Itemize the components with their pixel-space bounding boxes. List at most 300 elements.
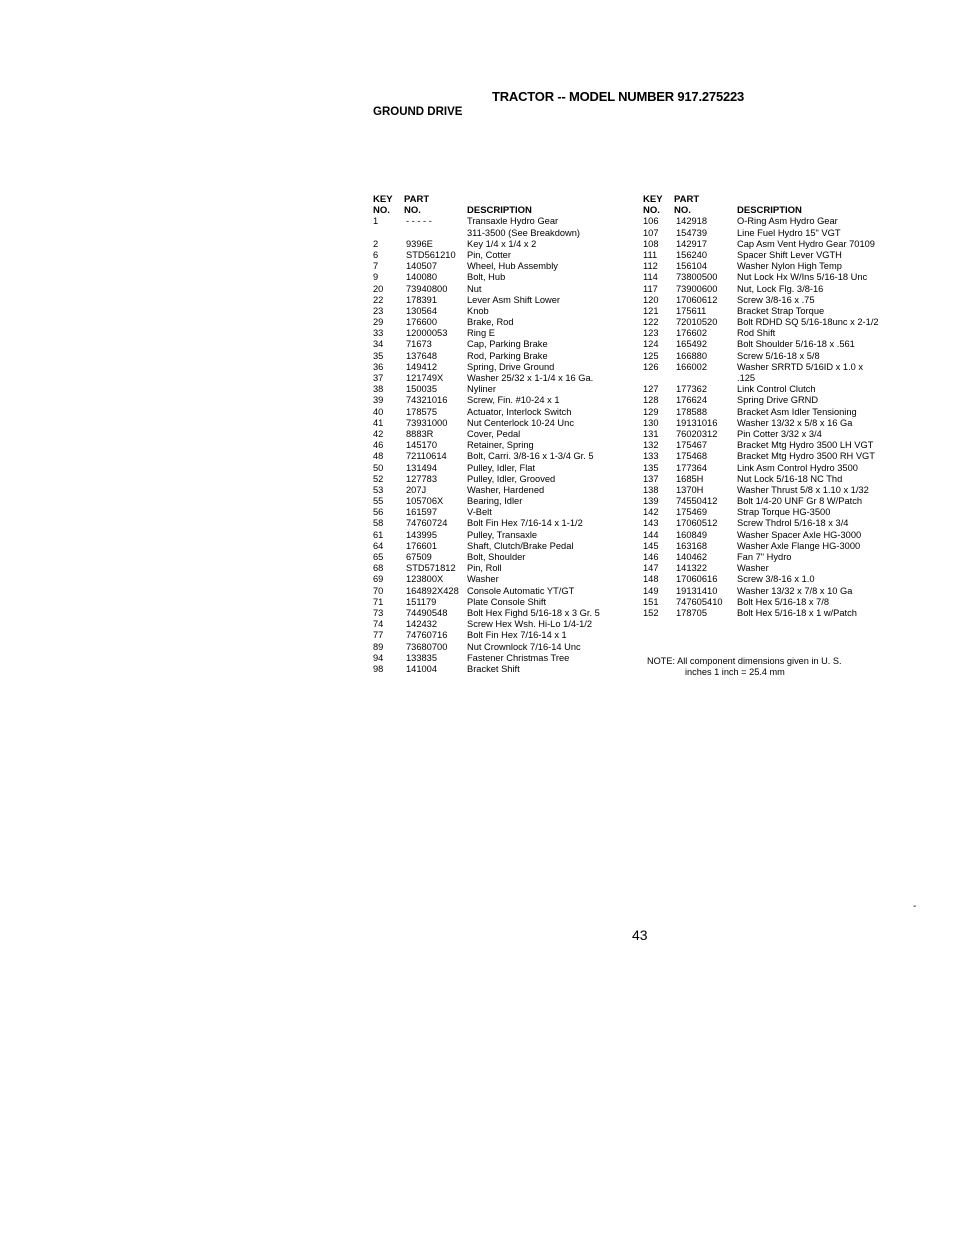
table-row xyxy=(373,395,633,406)
key-no: 135 xyxy=(643,462,659,473)
table-row xyxy=(643,552,903,563)
key-no: 120 xyxy=(643,294,659,305)
part-no: 140507 xyxy=(406,261,438,272)
part-no: 72010520 xyxy=(676,317,718,328)
part-no: 67509 xyxy=(406,552,432,563)
table-row xyxy=(373,597,633,608)
key-no: 74 xyxy=(373,619,384,630)
table-row xyxy=(373,653,633,664)
column-headers xyxy=(643,194,903,216)
table-row xyxy=(643,418,903,429)
key-no: 52 xyxy=(373,473,384,484)
part-description: Rod Shift xyxy=(737,328,776,339)
table-row xyxy=(643,463,903,474)
table-row xyxy=(643,474,903,485)
part-description: Pulley, Idler, Grooved xyxy=(467,473,556,484)
part-no: 176600 xyxy=(406,317,438,328)
part-no: 12000053 xyxy=(406,328,448,339)
part-no: 17060616 xyxy=(676,574,718,585)
key-no: 77 xyxy=(373,630,384,641)
part-description: V-Belt xyxy=(467,507,492,518)
key-no: 112 xyxy=(643,261,658,272)
part-no: 207J xyxy=(406,484,427,495)
key-no: 38 xyxy=(373,384,384,395)
part-no: 142432 xyxy=(406,619,438,630)
part-description: Actuator, Interlock Switch xyxy=(467,406,572,417)
description-header: DESCRIPTION xyxy=(737,205,802,217)
part-no: 160849 xyxy=(676,529,708,540)
part-no: 154739 xyxy=(676,227,708,238)
part-description: Rod, Parking Brake xyxy=(467,350,548,361)
part-description: Bracket Mtg Hydro 3500 LH VGT xyxy=(737,440,874,451)
key-no: 9 xyxy=(373,272,379,283)
part-description: Bolt, Hub xyxy=(467,272,506,283)
part-no: STD561210 xyxy=(406,249,456,260)
section-title: GROUND DRIVE xyxy=(373,106,463,118)
key-no: 129 xyxy=(643,406,659,417)
part-description: Pulley, Idler, Flat xyxy=(467,462,536,473)
part-no: 1685H xyxy=(676,473,704,484)
part-no: 127783 xyxy=(406,473,438,484)
part-no: 166880 xyxy=(676,350,708,361)
table-row xyxy=(373,507,633,518)
part-no: 19131016 xyxy=(676,417,718,428)
table-row xyxy=(643,429,903,440)
table-row xyxy=(643,339,903,350)
part-description: Bolt Shoulder 5/16-18 x .561 xyxy=(737,339,855,350)
part-no: 176601 xyxy=(406,540,438,551)
part-description: Pin, Roll xyxy=(467,563,502,574)
part-description: Cap, Parking Brake xyxy=(467,339,548,350)
key-no: 130 xyxy=(643,417,659,428)
table-row xyxy=(643,362,903,384)
part-no: 74550412 xyxy=(676,496,718,507)
part-description: Spacer Shift Lever VGTH xyxy=(737,249,842,260)
table-row xyxy=(643,228,903,239)
part-description: Nut Crownlock 7/16-14 Unc xyxy=(467,641,581,652)
part-description: Ring E xyxy=(467,328,495,339)
part-description: Plate Console Shift xyxy=(467,596,547,607)
part-description: Link Asm Control Hydro 3500 xyxy=(737,462,858,473)
parts-list-left-body xyxy=(373,216,633,675)
key-no: 37 xyxy=(373,373,384,384)
part-description: Retainer, Spring xyxy=(467,440,534,451)
key-no: 124 xyxy=(643,339,659,350)
part-description: Bolt Hex 5/16-18 x 1 w/Patch xyxy=(737,607,857,618)
table-row xyxy=(373,284,633,295)
part-description: Link Control Clutch xyxy=(737,384,816,395)
part-header-bottom: NO. xyxy=(404,205,421,217)
table-row xyxy=(373,563,633,574)
table-row xyxy=(373,451,633,462)
table-row xyxy=(373,418,633,429)
part-no: 178588 xyxy=(676,406,708,417)
part-no: 141322 xyxy=(676,563,708,574)
table-row xyxy=(373,407,633,418)
key-no: 56 xyxy=(373,507,384,518)
part-description: Bracket Mtg Hydro 3500 RH VGT xyxy=(737,451,875,462)
table-row xyxy=(373,373,633,384)
key-no: 152 xyxy=(643,607,659,618)
part-no: 175611 xyxy=(676,305,707,316)
table-row xyxy=(643,328,903,339)
part-description: Nut xyxy=(467,283,482,294)
part-no: 163168 xyxy=(676,540,708,551)
part-description: Washer 13/32 x 7/8 x 10 Ga xyxy=(737,585,853,596)
table-row xyxy=(373,630,633,641)
part-description: Console Automatic YT/GT xyxy=(467,585,575,596)
part-no: 130564 xyxy=(406,305,438,316)
part-description: Bracket Asm Idler Tensioning xyxy=(737,406,857,417)
key-no: 125 xyxy=(643,350,659,361)
part-description: Washer Axle Flange HG-3000 xyxy=(737,540,861,551)
table-row xyxy=(643,395,903,406)
table-row xyxy=(643,261,903,272)
part-no: 73931000 xyxy=(406,417,448,428)
part-no: 151179 xyxy=(406,596,437,607)
key-no: 34 xyxy=(373,339,384,350)
key-no: 98 xyxy=(373,663,384,674)
part-no: 140080 xyxy=(406,272,438,283)
part-description: Screw 3/8-16 x 1.0 xyxy=(737,574,815,585)
part-no: 175467 xyxy=(676,440,708,451)
table-row xyxy=(643,239,903,250)
table-row xyxy=(373,619,633,630)
column-headers xyxy=(373,194,633,216)
part-no: 133835 xyxy=(406,652,438,663)
part-description: Bolt 1/4-20 UNF Gr 8 W/Patch xyxy=(737,496,863,507)
part-no: 747605410 xyxy=(676,596,723,607)
key-header-top: KEY xyxy=(373,194,393,205)
part-description: Pin Cotter 3/32 x 3/4 xyxy=(737,428,822,439)
part-description: Bolt Hex Fighd 5/16-18 x 3 Gr. 5 xyxy=(467,607,600,618)
table-row xyxy=(373,272,633,283)
part-description: Nut Centerlock 10-24 Unc xyxy=(467,417,574,428)
part-no: 150035 xyxy=(406,384,438,395)
table-row xyxy=(373,586,633,597)
table-row xyxy=(373,474,633,485)
part-no: 131494 xyxy=(406,462,438,473)
part-description: Washer Nylon High Temp xyxy=(737,261,842,272)
part-no: 143995 xyxy=(406,529,438,540)
table-row xyxy=(373,250,633,261)
key-no: 69 xyxy=(373,574,384,585)
part-description: Transaxle Hydro Gear 311-3500 (See Breakdown) xyxy=(467,216,581,238)
key-header-bottom: NO. xyxy=(373,205,390,217)
key-no: 70 xyxy=(373,585,384,596)
table-row xyxy=(373,485,633,496)
key-no: 128 xyxy=(643,395,659,406)
key-no: 131 xyxy=(643,428,659,439)
part-no: 149412 xyxy=(406,361,438,372)
table-row xyxy=(643,295,903,306)
table-row xyxy=(643,250,903,261)
part-no: 73800500 xyxy=(676,272,718,283)
key-no: 6 xyxy=(373,249,379,260)
table-row xyxy=(373,362,633,373)
part-description: Strap Torque HG-3500 xyxy=(737,507,831,518)
part-no: 178391 xyxy=(406,294,438,305)
key-no: 142 xyxy=(643,507,659,518)
key-no: 149 xyxy=(643,585,659,596)
table-row xyxy=(643,284,903,295)
key-header-bottom: NO. xyxy=(643,205,660,217)
part-no: 74760716 xyxy=(406,630,448,641)
table-row xyxy=(643,272,903,283)
part-description: Screw, Fin. #10-24 x 1 xyxy=(467,395,560,406)
part-no: 105706X xyxy=(406,496,444,507)
table-row xyxy=(643,518,903,529)
part-description: Washer xyxy=(467,574,499,585)
part-no: 156240 xyxy=(676,249,708,260)
table-row xyxy=(373,463,633,474)
part-description: Bolt, Shoulder xyxy=(467,552,526,563)
table-row xyxy=(373,552,633,563)
parts-list-right xyxy=(643,194,903,619)
key-no: 139 xyxy=(643,496,659,507)
table-row xyxy=(373,574,633,585)
part-no: 165492 xyxy=(676,339,708,350)
key-no: 22 xyxy=(373,294,384,305)
table-row xyxy=(373,216,633,238)
table-row xyxy=(373,317,633,328)
key-no: 29 xyxy=(373,317,384,328)
key-no: 39 xyxy=(373,395,384,406)
table-row xyxy=(643,563,903,574)
key-no: 71 xyxy=(373,596,384,607)
key-header-top: KEY xyxy=(643,194,663,205)
key-no: 147 xyxy=(643,563,659,574)
table-row xyxy=(373,429,633,440)
part-description: Screw Hex Wsh. Hi-Lo 1/4-1/2 xyxy=(467,619,593,630)
part-description: Washer xyxy=(737,563,769,574)
part-no: 177362 xyxy=(676,384,708,395)
part-description: Line Fuel Hydro 15" VGT xyxy=(737,227,841,238)
key-no: 106 xyxy=(643,216,659,227)
key-no: 68 xyxy=(373,563,384,574)
page-title: TRACTOR -- MODEL NUMBER 917.275223 xyxy=(492,89,745,104)
part-no: 121749X xyxy=(406,373,444,384)
part-description: Fastener Christmas Tree xyxy=(467,652,570,663)
key-no: 48 xyxy=(373,451,384,462)
key-no: 61 xyxy=(373,529,384,540)
part-no: 140462 xyxy=(676,552,708,563)
part-no: 8883R xyxy=(406,428,434,439)
part-no: 73940800 xyxy=(406,283,448,294)
part-no: 142917 xyxy=(676,238,708,249)
note-line-1: NOTE: All component dimensions given in U. S. xyxy=(647,656,842,666)
table-row xyxy=(643,574,903,585)
part-description: Nut Lock 5/16-18 NC Thd xyxy=(737,473,843,484)
part-no: 71673 xyxy=(406,339,432,350)
table-row xyxy=(373,518,633,529)
table-row xyxy=(373,530,633,541)
table-row xyxy=(373,384,633,395)
part-description: Bolt Fin Hex 7/16-14 x 1-1/2 xyxy=(467,518,583,529)
part-no: STD571812 xyxy=(406,563,456,574)
page-number: 43 xyxy=(632,927,648,943)
part-description: Washer Spacer Axle HG-3000 xyxy=(737,529,862,540)
part-description: Wheel, Hub Assembly xyxy=(467,261,558,272)
table-row xyxy=(373,642,633,653)
part-no: 176624 xyxy=(676,395,708,406)
table-row xyxy=(373,496,633,507)
key-no: 108 xyxy=(643,238,659,249)
table-row xyxy=(373,608,633,619)
part-no: 141004 xyxy=(406,663,438,674)
key-no: 126 xyxy=(643,361,659,372)
part-no: 74321016 xyxy=(406,395,448,406)
table-row xyxy=(373,306,633,317)
table-row xyxy=(643,317,903,328)
part-description: Bolt, Carri. 3/8-16 x 1-3/4 Gr. 5 xyxy=(467,451,594,462)
key-no: 89 xyxy=(373,641,384,652)
part-description: Bolt Hex 5/16-18 x 7/8 xyxy=(737,596,829,607)
part-no: 175469 xyxy=(676,507,708,518)
part-no: 9396E xyxy=(406,238,433,249)
key-no: 117 xyxy=(643,283,658,294)
part-no: 178705 xyxy=(676,607,708,618)
key-no: 143 xyxy=(643,518,659,529)
part-description: Screw 3/8-16 x .75 xyxy=(737,294,815,305)
table-row xyxy=(643,216,903,227)
part-no: 161597 xyxy=(406,507,438,518)
part-description: Key 1/4 x 1/4 x 2 xyxy=(467,238,537,249)
part-description: Fan 7" Hydro xyxy=(737,552,792,563)
table-row xyxy=(643,597,903,608)
part-description: Spring, Drive Ground xyxy=(467,361,555,372)
key-no: 111 xyxy=(643,249,658,260)
key-no: 132 xyxy=(643,440,659,451)
part-description: Washer Thrust 5/8 x 1.10 x 1/32 xyxy=(737,484,869,495)
table-row xyxy=(643,384,903,395)
part-no: 72110614 xyxy=(406,451,447,462)
key-no: 55 xyxy=(373,496,384,507)
part-description: Brake, Rod xyxy=(467,317,514,328)
key-no: 46 xyxy=(373,440,384,451)
part-description: Screw Thdrol 5/16-18 x 3/4 xyxy=(737,518,849,529)
key-no: 133 xyxy=(643,451,659,462)
part-description: Shaft, Clutch/Brake Pedal xyxy=(467,540,574,551)
note-line-2: inches 1 inch = 25.4 mm xyxy=(685,667,785,677)
part-description: Bracket Strap Torque xyxy=(737,305,825,316)
key-no: 107 xyxy=(643,227,659,238)
part-no: 145170 xyxy=(406,440,438,451)
part-no: 164892X428 xyxy=(406,585,459,596)
key-no: 35 xyxy=(373,350,384,361)
table-row xyxy=(373,295,633,306)
key-no: 123 xyxy=(643,328,659,339)
key-no: 40 xyxy=(373,406,384,417)
part-description: Bracket Shift xyxy=(467,663,520,674)
key-no: 137 xyxy=(643,473,659,484)
table-row xyxy=(643,530,903,541)
part-no: 166002 xyxy=(676,361,708,372)
part-no: 175468 xyxy=(676,451,708,462)
part-no: 1370H xyxy=(676,484,704,495)
key-no: 20 xyxy=(373,283,384,294)
part-no: 73680700 xyxy=(406,641,448,652)
part-no: 74490548 xyxy=(406,607,448,618)
table-row xyxy=(373,541,633,552)
part-no: 17060612 xyxy=(676,294,718,305)
part-header-top: PART xyxy=(404,194,430,205)
part-description: Bolt Fin Hex 7/16-14 x 1 xyxy=(467,630,567,641)
table-row xyxy=(643,507,903,518)
part-no: - - - - - xyxy=(406,216,432,227)
key-no: 127 xyxy=(643,384,659,395)
part-description: Washer SRRTD 5/16ID x 1.0 x .125 xyxy=(737,361,864,384)
part-description: Nyliner xyxy=(467,384,496,395)
table-row xyxy=(373,239,633,250)
key-no: 7 xyxy=(373,261,379,272)
key-no: 53 xyxy=(373,484,384,495)
part-description: Pulley, Transaxle xyxy=(467,529,538,540)
dimension-note xyxy=(647,656,842,678)
key-no: 50 xyxy=(373,462,384,473)
key-no: 144 xyxy=(643,529,659,540)
part-description: Spring Drive GRND xyxy=(737,395,819,406)
part-no: 142918 xyxy=(676,216,708,227)
part-description: Pin, Cotter xyxy=(467,249,511,260)
table-row xyxy=(643,586,903,597)
part-description: O-Ring Asm Hydro Gear xyxy=(737,216,838,227)
part-description: Washer 25/32 x 1-1/4 x 16 Ga. xyxy=(467,373,594,384)
table-row xyxy=(373,351,633,362)
table-row xyxy=(643,496,903,507)
table-row xyxy=(643,608,903,619)
table-row xyxy=(643,541,903,552)
parts-list-right-body xyxy=(643,216,903,619)
key-no: 33 xyxy=(373,328,384,339)
key-no: 42 xyxy=(373,428,384,439)
description-header: DESCRIPTION xyxy=(467,205,532,217)
part-no: 178575 xyxy=(406,406,438,417)
part-header-bottom: NO. xyxy=(674,205,691,217)
table-row xyxy=(643,306,903,317)
part-description: Nut Lock Hx W/Ins 5/16-18 Unc xyxy=(737,272,868,283)
key-no: 122 xyxy=(643,317,659,328)
table-row xyxy=(373,261,633,272)
part-description: Knob xyxy=(467,305,489,316)
key-no: 41 xyxy=(373,417,384,428)
part-description: Nut, Lock Flg. 3/8-16 xyxy=(737,283,824,294)
key-no: 94 xyxy=(373,652,384,663)
table-row xyxy=(643,440,903,451)
part-description: Washer, Hardened xyxy=(467,484,545,495)
table-row xyxy=(643,351,903,362)
part-description: Lever Asm Shift Lower xyxy=(467,294,561,305)
table-row xyxy=(643,407,903,418)
key-no: 23 xyxy=(373,305,384,316)
part-no: 176602 xyxy=(676,328,708,339)
part-no: 123800X xyxy=(406,574,444,585)
key-no: 73 xyxy=(373,607,384,618)
parts-list-left xyxy=(373,194,633,675)
key-no: 1 xyxy=(373,216,379,227)
part-description: Bolt RDHD SQ 5/16-18unc x 2-1/2 xyxy=(737,317,879,328)
table-row xyxy=(373,440,633,451)
key-no: 36 xyxy=(373,361,384,372)
part-no: 17060512 xyxy=(676,518,718,529)
part-header-top: PART xyxy=(674,194,700,205)
key-no: 2 xyxy=(373,238,379,249)
key-no: 138 xyxy=(643,484,659,495)
part-description: Screw 5/16-18 x 5/8 xyxy=(737,350,820,361)
table-row xyxy=(373,328,633,339)
part-description: Bearing, Idler xyxy=(467,496,523,507)
part-description: Washer 13/32 x 5/8 x 16 Ga xyxy=(737,417,853,428)
